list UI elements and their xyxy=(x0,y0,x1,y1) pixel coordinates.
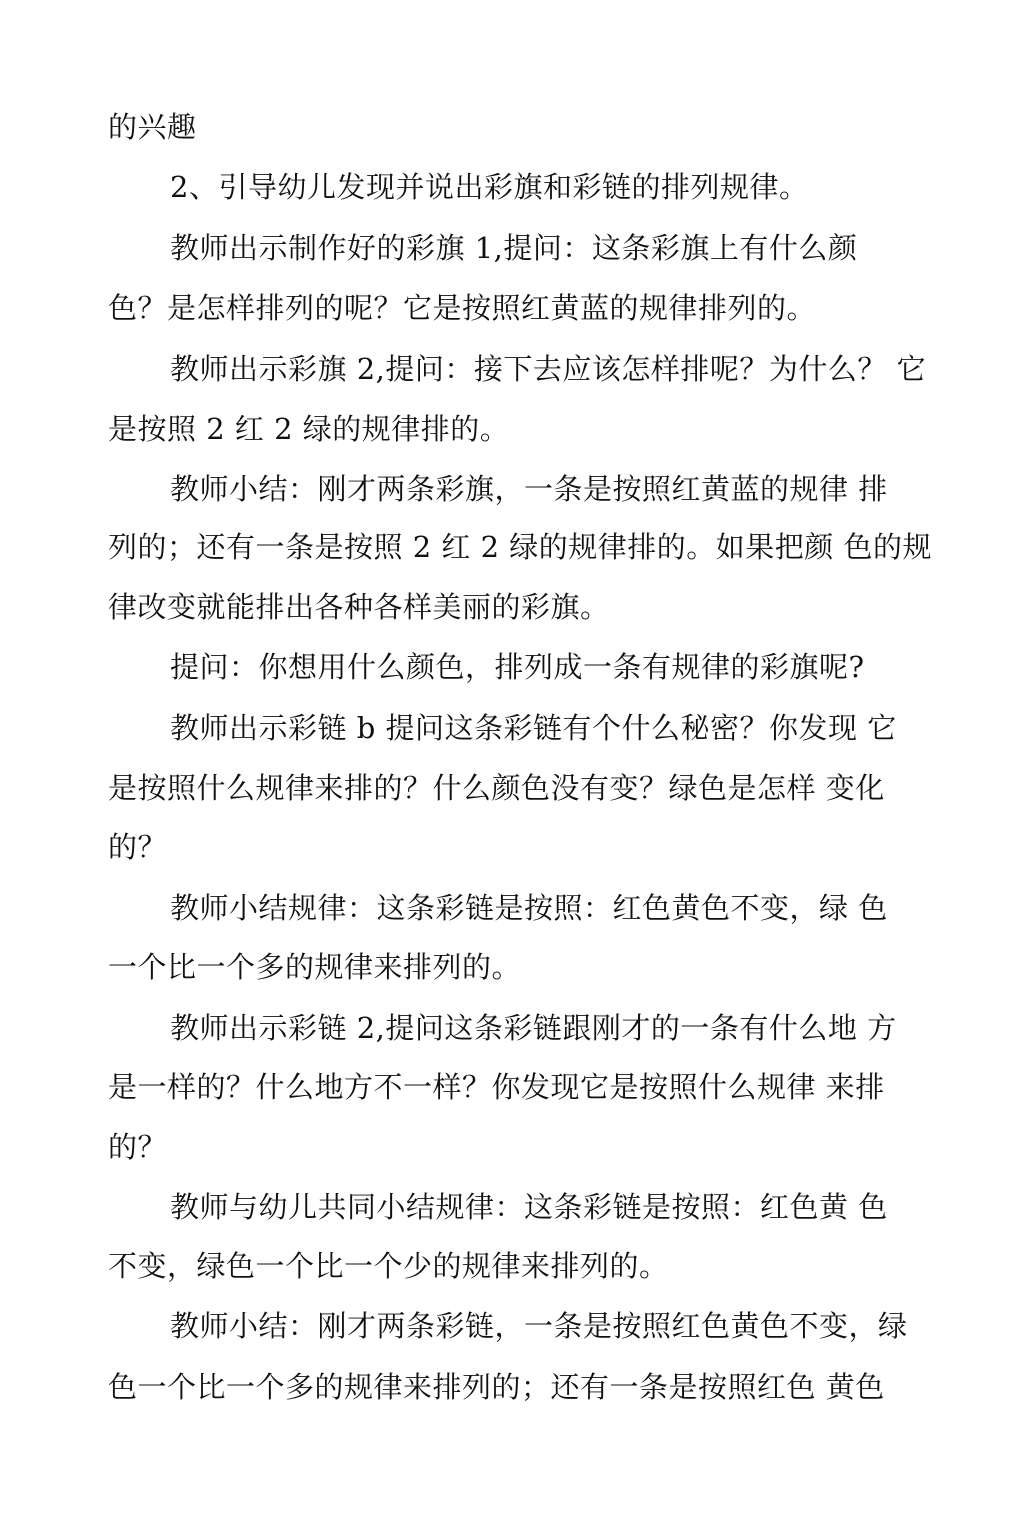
text-line: 色一个比一个多的规律来排列的；还有一条是按照红色 黄色 xyxy=(108,1370,885,1404)
text-line: 教师小结：刚才两条彩旗，一条是按照红黄蓝的规律 排 xyxy=(170,472,888,506)
text-line: 的？ xyxy=(108,1130,168,1164)
text-line: 教师出示彩旗 2,提问：接下去应该怎样排呢？为什么？ 它 xyxy=(170,352,927,386)
text-line: 不变，绿色一个比一个少的规律来排列的。 xyxy=(108,1249,669,1283)
text-line: 教师与幼儿共同小结规律：这条彩链是按照：红色黄 色 xyxy=(170,1190,888,1224)
text-line: 教师小结：刚才两条彩链，一条是按照红色黄色不变，绿 xyxy=(170,1309,908,1343)
text-line: 的？ xyxy=(108,830,168,864)
text-line: 教师小结规律：这条彩链是按照：红色黄色不变，绿 色 xyxy=(170,891,888,925)
text-line: 一个比一个多的规律来排列的。 xyxy=(108,950,522,984)
text-line: 的兴趣 xyxy=(108,110,197,144)
text-line: 律改变就能排出各种各样美丽的彩旗。 xyxy=(108,590,610,624)
text-line: 是按照什么规律来排的？什么颜色没有变？绿色是怎样 变化 xyxy=(108,771,885,805)
text-line: 教师出示彩链 b 提问这条彩链有个什么秘密？你发现 它 xyxy=(170,711,897,745)
text-line: 提问：你想用什么颜色，排列成一条有规律的彩旗呢? xyxy=(170,650,865,684)
text-line: 是按照 2 红 2 绿的规律排的。 xyxy=(108,412,510,446)
text-line: 色？是怎样排列的呢？它是按照红黄蓝的规律排列的。 xyxy=(108,291,817,325)
text-line: 列的；还有一条是按照 2 红 2 绿的规律排的。如果把颜 色的规 xyxy=(108,530,932,564)
text-line: 是一样的？什么地方不一样？你发现它是按照什么规律 来排 xyxy=(108,1070,885,1104)
text-line: 2、引导幼儿发现并说出彩旗和彩链的排列规律。 xyxy=(170,170,809,204)
text-line: 教师出示彩链 2,提问这条彩链跟刚才的一条有什么地 方 xyxy=(170,1011,897,1045)
text-line: 教师出示制作好的彩旗 1,提问：这条彩旗上有什么颜 xyxy=(170,231,858,265)
